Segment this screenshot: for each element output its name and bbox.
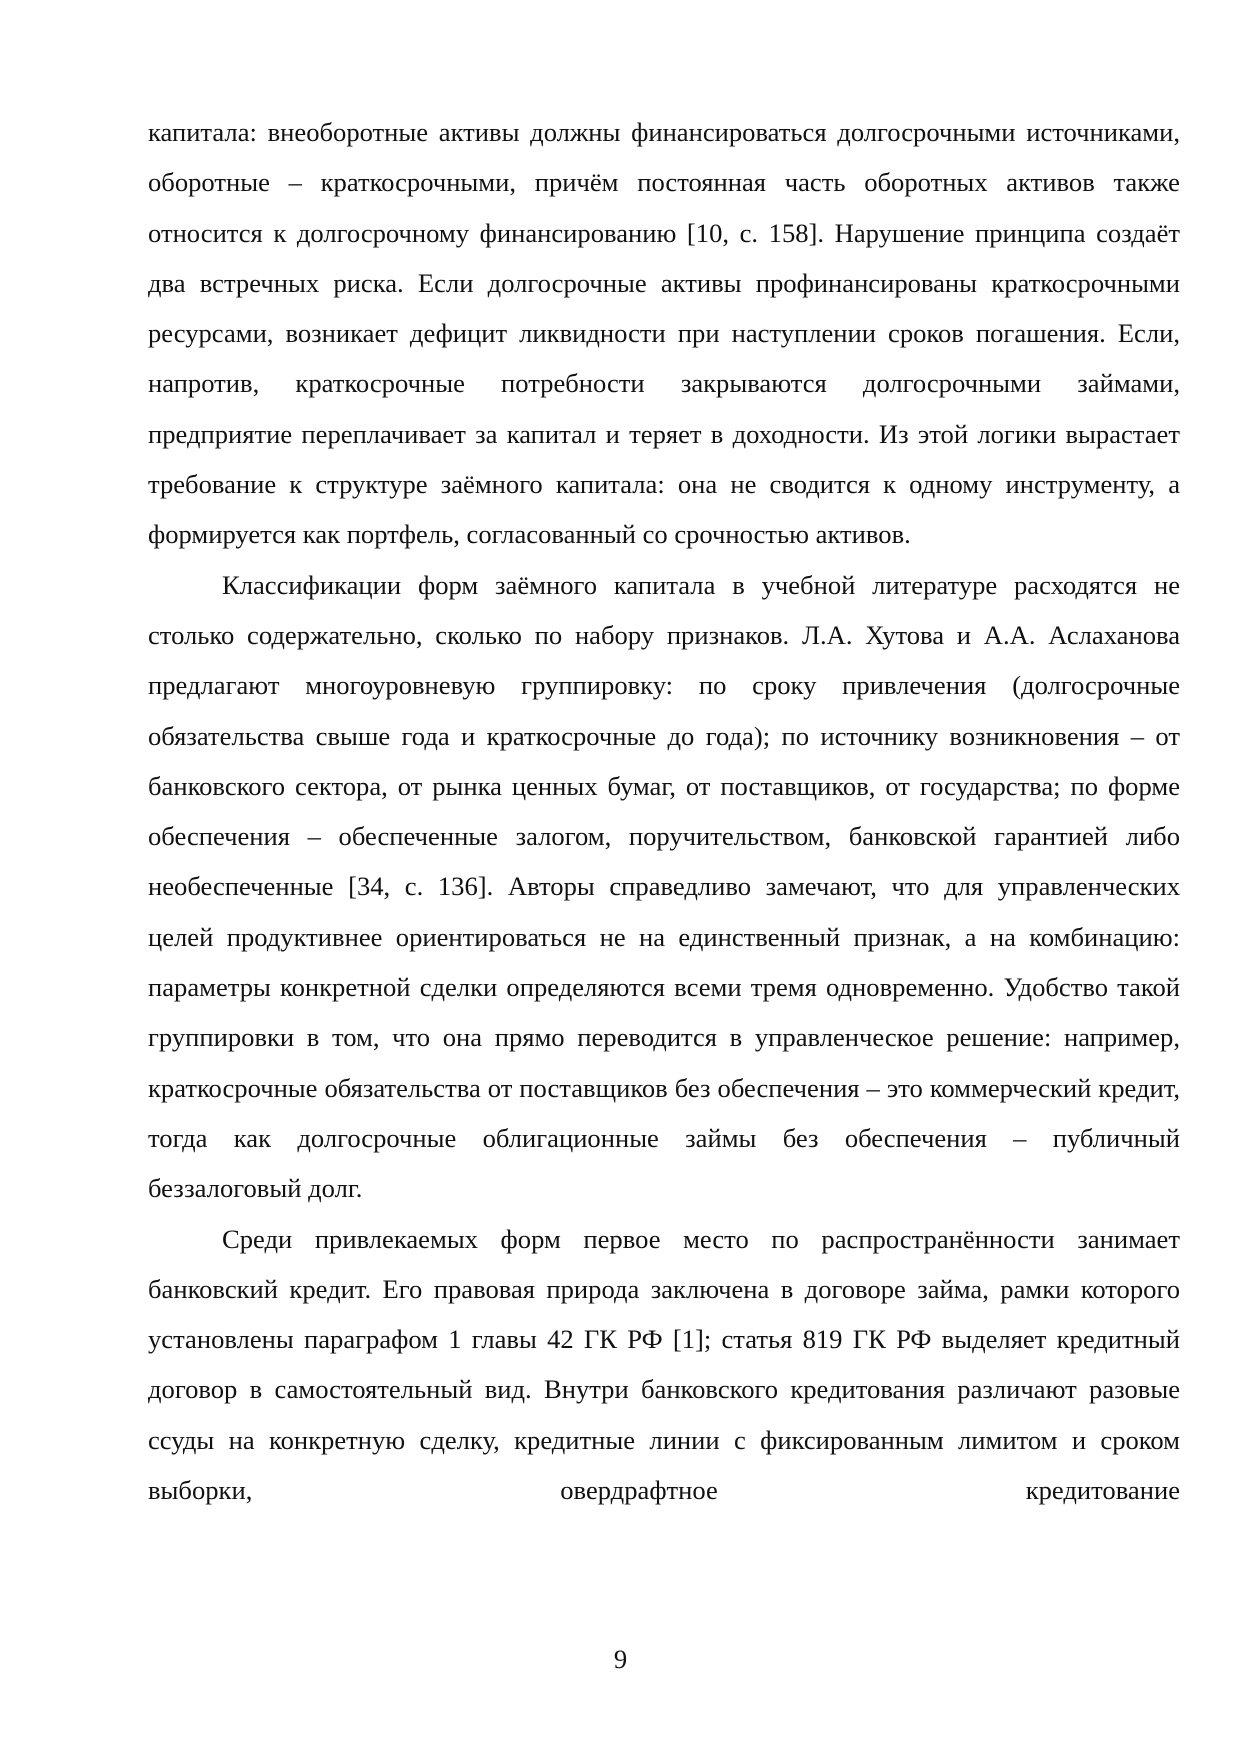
page-number: 9 <box>613 1644 628 1674</box>
paragraph-1: капитала: внеоборотные активы должны финансироваться долгосрочными источниками, оборотные – краткосрочными, причём постоянная часть оборотных активов также относится к долгосрочному финансированию [10, с. 158]. Нарушение принципа создаёт два встречных риска. Если долгосрочные активы профинансированы краткосрочными ресурсами, возникает дефицит ликвидности при наступлении сроков погашения. Если, напротив, краткосрочные потребности закрываются долгосрочными займами, предприятие переплачивает за капитал и теряет в доходности. Из этой логики вырастает требование к структуре заёмного капитала: она не сводится к одному инструменту, а формируется как портфель, согласованный со срочностью активов. <box>148 117 1180 550</box>
paragraph-2: Классификации форм заёмного капитала в учебной литературе расходятся не столько содержательно, сколько по набору признаков. Л.А. Хутова и А.А. Аслаханова предлагают многоуровневую группировку: по сроку привлечения (долгосрочные обязательства свыше года и краткосрочные до года); по источнику возникновения – от банковского сектора, от рынка ценных бумаг, от поставщиков, от государства; по форме обеспечения – обеспеченные залогом, поручительством, банковской гарантией либо необеспеченные [34, с. 136]. Авторы справедливо замечают, что для управленческих целей продуктивнее ориентироваться не на единственный признак, а на комбинацию: параметры конкретной сделки определяются всеми тремя одновременно. Удобство такой группировки в том, что она прямо переводится в управленческое решение: например, краткосрочные обязательства от поставщиков без обеспечения – это коммерческий кредит, тогда как долгосрочные облигационные займы без обеспечения – публичный беззалоговый долг. <box>148 569 1180 1204</box>
paragraph-3: Среди привлекаемых форм первое место по распространённости занимает банковский кредит. Его правовая природа заключена в договоре займа, рамки которого установлены параграфом 1 главы 42 ГК РФ [1]; статья 819 ГК РФ выделяет кредитный договор в самостоятельный вид. Внутри банковского кредитования различают разовые ссуды на конкретную сделку, кредитные линии с фиксированным лимитом и сроком выборки, овердрафтное кредитование <box>148 1223 1180 1506</box>
body-text <box>148 107 1180 1515</box>
